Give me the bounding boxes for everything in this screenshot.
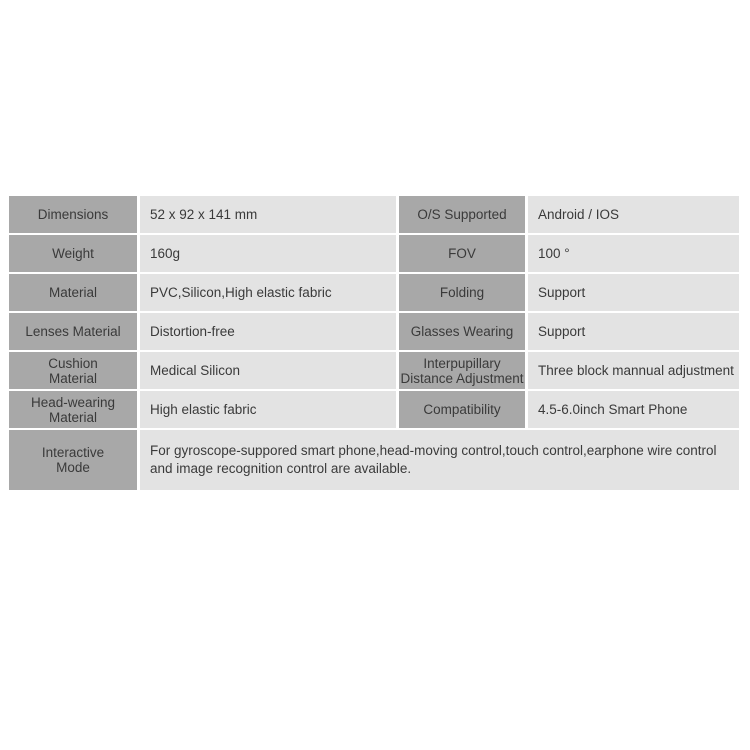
spec-value-cushion-material: Medical Silicon	[140, 352, 396, 389]
spec-label-material: Material	[9, 274, 137, 311]
spec-row-material	[9, 274, 739, 311]
spec-label-head-wearing-material	[9, 391, 137, 428]
spec-label-interactive-mode	[9, 430, 137, 490]
spec-value-fov: 100 °	[528, 235, 739, 272]
spec-value-interactive-mode	[140, 430, 739, 490]
spec-value-interpupillary: Three block mannual adjustment	[528, 352, 739, 389]
spec-value-head-wearing-material: High elastic fabric	[140, 391, 396, 428]
spec-value-lenses-material: Distortion-free	[140, 313, 396, 350]
spec-label-cushion-line2: Material	[48, 370, 97, 386]
spec-value-interactive-line1: For gyroscope-suppored smart phone,head-moving control,touch control,earphone wire control	[150, 443, 717, 458]
spec-label-weight: Weight	[9, 235, 137, 272]
spec-label-lenses-material: Lenses Material	[9, 313, 137, 350]
spec-value-folding: Support	[528, 274, 739, 311]
spec-row-cushion-material	[9, 352, 739, 389]
spec-value-weight: 160g	[140, 235, 396, 272]
spec-label-interpupillary	[399, 352, 525, 389]
spec-label-interpupillary-line1: Interpupillary	[423, 355, 501, 371]
spec-value-compatibility: 4.5-6.0inch Smart Phone	[528, 391, 739, 428]
spec-label-head-wearing-line2: Material	[48, 409, 97, 425]
spec-label-cushion-material	[9, 352, 137, 389]
spec-value-dimensions: 52 x 92 x 141 mm	[140, 196, 396, 233]
spec-label-folding: Folding	[399, 274, 525, 311]
spec-label-fov: FOV	[399, 235, 525, 272]
spec-label-interpupillary-line2: Distance Adjustment	[400, 370, 524, 386]
spec-value-interactive-line2: and image recognition control are available.	[150, 461, 412, 476]
spec-label-glasses-wearing: Glasses Wearing	[399, 313, 525, 350]
spec-row-weight	[9, 235, 739, 272]
spec-label-cushion-line1: Cushion	[48, 355, 98, 371]
spec-value-material: PVC,Silicon,High elastic fabric	[140, 274, 396, 311]
spec-label-interactive-line1: Interactive	[41, 445, 105, 460]
spec-label-os-supported: O/S Supported	[399, 196, 525, 233]
spec-label-head-wearing-line1: Head-wearing	[30, 394, 116, 410]
spec-label-interactive-line2: Mode	[56, 460, 90, 475]
spec-row-lenses-material	[9, 313, 739, 350]
spec-value-os-supported: Android / IOS	[528, 196, 739, 233]
spec-label-dimensions: Dimensions	[9, 196, 137, 233]
spec-label-compatibility: Compatibility	[399, 391, 525, 428]
spec-value-glasses-wearing: Support	[528, 313, 739, 350]
spec-row-head-wearing-material	[9, 391, 739, 428]
spec-table	[9, 196, 739, 492]
spec-row-dimensions	[9, 196, 739, 233]
spec-row-interactive-mode	[9, 430, 739, 490]
